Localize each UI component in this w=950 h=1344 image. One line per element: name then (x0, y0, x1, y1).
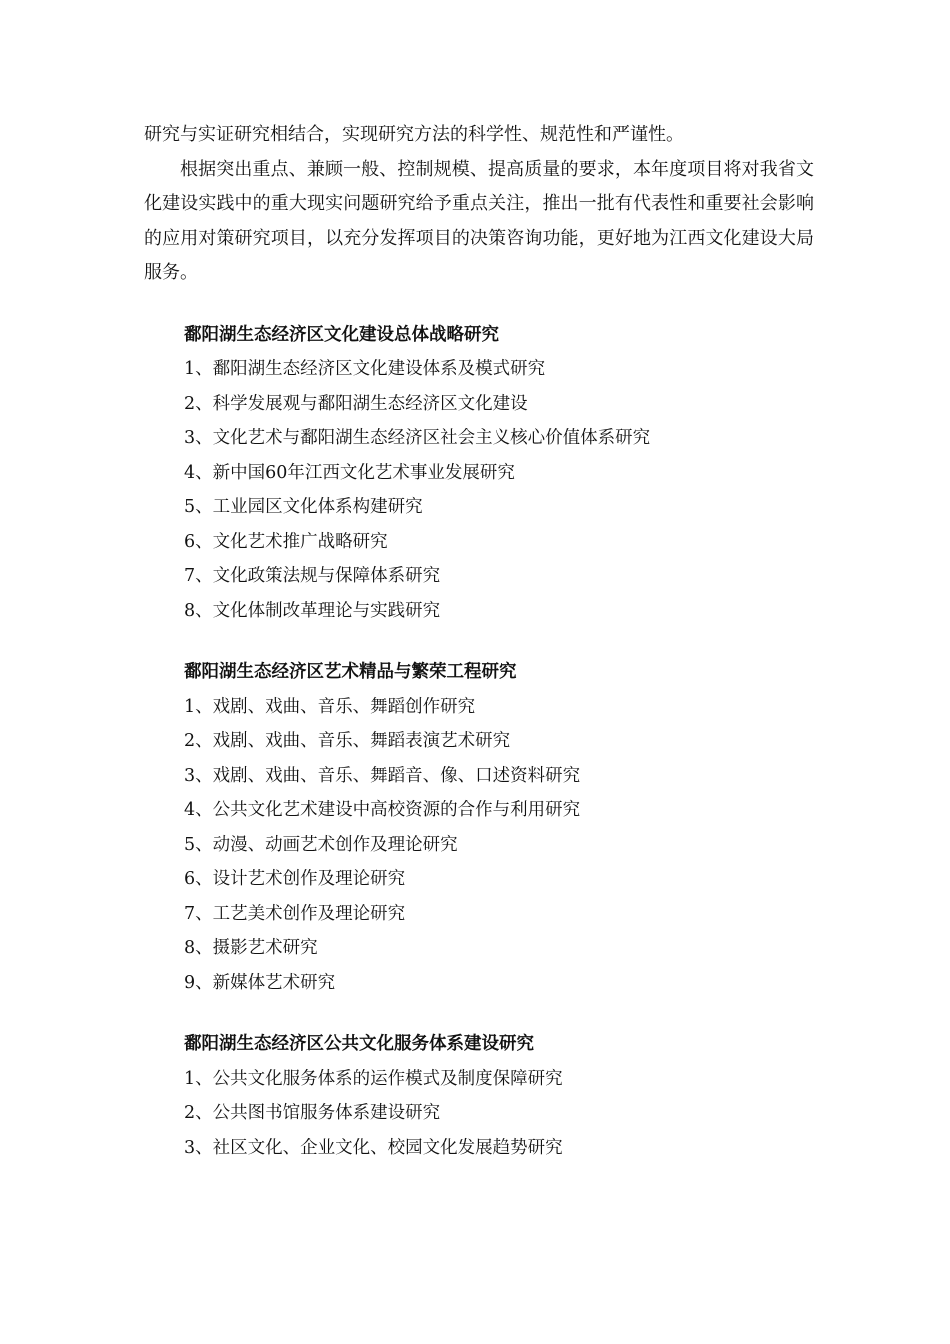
list-item: 8、摄影艺术研究 (184, 938, 318, 958)
section-overall-strategy (144, 318, 814, 629)
list-item: 4、公共文化艺术建设中高校资源的合作与利用研究 (184, 800, 581, 820)
section-public-culture-service (144, 1027, 814, 1165)
list-item: 2、戏剧、戏曲、音乐、舞蹈表演艺术研究 (184, 731, 511, 751)
list-item: 6、文化艺术推广战略研究 (184, 531, 388, 552)
list-item: 2、科学发展观与鄱阳湖生态经济区文化建设 (184, 393, 528, 414)
topic-list (184, 1062, 814, 1166)
list-item: 2、公共图书馆服务体系建设研究 (184, 1103, 441, 1123)
intro-paragraph-2: 根据突出重点、兼顾一般、控制规模、提高质量的要求，本年度项目将对我省文化建设实践中的重大现实问题研究给予重点关注，推出一批有代表性和重要社会影响的应用对策研究项目，以充分发挥项目的决策咨询功能，更好地为江西文化建设大局服务。 (144, 158, 814, 283)
list-item: 3、戏剧、戏曲、音乐、舞蹈音、像、口述资料研究 (184, 765, 581, 786)
list-item: 5、动漫、动画艺术创作及理论研究 (184, 834, 458, 855)
list-item: 3、文化艺术与鄱阳湖生态经济区社会主义核心价值体系研究 (184, 428, 651, 448)
topic-list (184, 352, 814, 628)
list-item: 5、工业园区文化体系构建研究 (184, 497, 423, 517)
list-item: 6、设计艺术创作及理论研究 (184, 869, 406, 889)
list-item: 7、文化政策法规与保障体系研究 (184, 566, 441, 586)
intro-paragraph-1: 研究与实证研究相结合，实现研究方法的科学性、规范性和严谨性。 (144, 124, 684, 145)
section-title: 鄱阳湖生态经济区文化建设总体战略研究 (184, 324, 499, 345)
list-item: 1、戏剧、戏曲、音乐、舞蹈创作研究 (184, 696, 476, 717)
list-item: 1、公共文化服务体系的运作模式及制度保障研究 (184, 1068, 563, 1089)
list-item: 3、社区文化、企业文化、校园文化发展趋势研究 (184, 1137, 563, 1158)
topic-list (184, 690, 814, 1001)
section-art-excellence (144, 655, 814, 1000)
section-title: 鄱阳湖生态经济区公共文化服务体系建设研究 (184, 1034, 534, 1054)
list-item: 4、新中国60年江西文化艺术事业发展研究 (184, 462, 515, 483)
section-title: 鄱阳湖生态经济区艺术精品与繁荣工程研究 (184, 662, 517, 682)
list-item: 1、鄱阳湖生态经济区文化建设体系及模式研究 (184, 359, 546, 379)
list-item: 8、文化体制改革理论与实践研究 (184, 600, 441, 621)
list-item: 9、新媒体艺术研究 (184, 972, 336, 993)
document-page (144, 118, 814, 1165)
list-item: 7、工艺美术创作及理论研究 (184, 903, 406, 924)
